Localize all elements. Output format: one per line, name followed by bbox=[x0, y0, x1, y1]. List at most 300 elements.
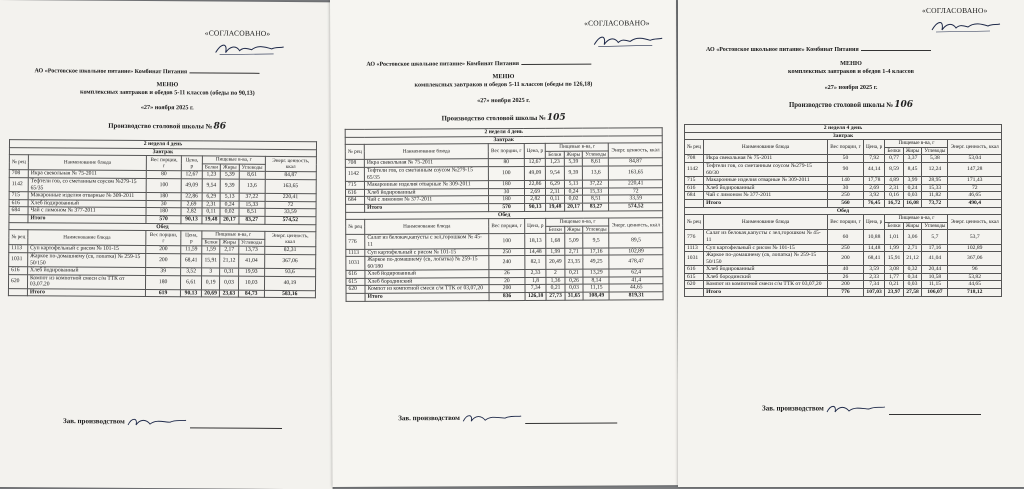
cell-rec: 1142 bbox=[9, 178, 28, 192]
cell-price: 2,69 bbox=[181, 201, 202, 209]
cell-dish: Макаронные изделия отварные № 309-2011 bbox=[28, 192, 146, 200]
header-price: Цена, р bbox=[181, 156, 202, 171]
cell-carbs: 10,58 bbox=[922, 273, 948, 281]
cell-energy: 574,52 bbox=[609, 203, 663, 211]
table-header-row bbox=[685, 140, 1002, 148]
cell-weight: 836 bbox=[489, 293, 525, 301]
cell-weight: 60 bbox=[828, 230, 864, 244]
breakfast-section-label: Завтрак bbox=[9, 147, 316, 157]
cell-dish: Суп картофельный с рисом № 101-15 bbox=[28, 245, 146, 253]
cell-weight: 180 bbox=[489, 181, 525, 189]
cell-dish: Хлеб йодированный bbox=[28, 199, 146, 207]
cell-dish: Хлеб йодированный bbox=[704, 184, 828, 192]
cell-protein: 15,91 bbox=[202, 254, 220, 268]
header-energy: Энерг. ценность, ккал bbox=[609, 218, 663, 233]
cell-energy: 102,89 bbox=[948, 244, 1002, 252]
header-fat: Жиры bbox=[564, 226, 583, 234]
cell-rec bbox=[9, 215, 28, 223]
cell-rec: 715 bbox=[685, 177, 704, 185]
cell-rec: 1113 bbox=[685, 244, 704, 252]
cell-carbs: 83,27 bbox=[239, 216, 265, 224]
cell-price: 2,82 bbox=[524, 196, 546, 204]
header-nutrients: Пищевые в-ва, г bbox=[202, 231, 265, 239]
cell-energy: 102,89 bbox=[609, 247, 663, 255]
cell-dish: Икра свекольная № 75-2011 bbox=[704, 155, 828, 163]
signature-icon bbox=[825, 403, 887, 415]
school-line: Производство столовой школы №105 bbox=[441, 112, 566, 123]
cell-carbs: 20,44 bbox=[922, 266, 948, 274]
header-carbs: Углеводы bbox=[583, 226, 609, 234]
cell-rec: 708 bbox=[345, 160, 364, 168]
cell-dish: Итого bbox=[704, 289, 828, 297]
cell-dish: Хлеб йодированный bbox=[365, 188, 489, 196]
cell-protein: 16,72 bbox=[885, 199, 903, 207]
cell-protein: 2,31 bbox=[546, 188, 564, 196]
cell-weight: 100 bbox=[146, 178, 181, 192]
header-protein: Белки bbox=[202, 239, 220, 247]
menu-sheet-3 bbox=[678, 0, 1024, 487]
cell-weight: 776 bbox=[828, 289, 864, 297]
header-fat: Жиры bbox=[220, 239, 239, 247]
cell-protein: 15,91 bbox=[885, 252, 903, 266]
cell-fat: 2,71 bbox=[903, 244, 922, 252]
header-weight: Вес порции, г bbox=[147, 156, 182, 171]
header-weight: Вес порции, г bbox=[828, 140, 864, 155]
cell-weight: 140 bbox=[828, 177, 864, 185]
week-label: 2 неделя 4 день bbox=[345, 128, 662, 137]
table-header-row bbox=[346, 218, 663, 227]
cell-protein: 20,49 bbox=[546, 255, 564, 269]
cell-weight: 240 bbox=[489, 256, 525, 270]
cell-weight: 200 bbox=[828, 252, 864, 266]
cell-protein: 9,54 bbox=[546, 166, 564, 180]
cell-fat: 0,34 bbox=[903, 273, 922, 281]
cell-protein: 19,48 bbox=[546, 203, 564, 211]
cell-price: 2,33 bbox=[863, 273, 885, 281]
header-name: Наименование блюда bbox=[704, 140, 828, 155]
cell-protein: 0,11 bbox=[546, 196, 564, 204]
cell-carbs: 108,49 bbox=[583, 292, 609, 300]
cell-energy: 44,65 bbox=[609, 284, 663, 292]
cell-rec: 616 bbox=[685, 184, 704, 192]
cell-price: 10,88 bbox=[863, 230, 885, 244]
cell-price: 2,82 bbox=[181, 208, 202, 216]
cell-dish: Суп картофельный с рисом № 101-15 bbox=[365, 248, 489, 256]
cell-price: 44,14 bbox=[863, 162, 885, 176]
cell-weight: 619 bbox=[146, 289, 181, 297]
cell-price: 49,09 bbox=[181, 179, 202, 193]
cell-rec bbox=[346, 293, 365, 301]
cell-energy: 84,87 bbox=[609, 158, 663, 166]
cell-fat: 31,65 bbox=[565, 292, 584, 300]
cell-price: 12,67 bbox=[181, 171, 202, 179]
cell-energy: 72 bbox=[265, 201, 316, 209]
footer-signature-line: Зав. производством bbox=[762, 403, 981, 415]
header-weight: Вес порции, г bbox=[828, 215, 864, 230]
menu-sheet-2 bbox=[330, 0, 679, 487]
header-rec: № рец bbox=[685, 215, 704, 230]
header-energy: Энерг. ценность, ккал bbox=[265, 157, 316, 173]
cell-price: 90,13 bbox=[524, 203, 546, 211]
cell-dish: Чай с лимоном № 377-2011 bbox=[704, 192, 828, 200]
table-header-row bbox=[685, 215, 1002, 223]
cell-protein: 0,19 bbox=[202, 276, 220, 290]
cell-energy: 220,41 bbox=[265, 194, 316, 202]
cell-price: 18,13 bbox=[525, 234, 547, 248]
cell-fat: 3,99 bbox=[903, 177, 922, 185]
cell-price: 82,1 bbox=[525, 255, 547, 269]
lunch-total-row bbox=[685, 289, 1002, 297]
header-nutrients: Пищевые в-ва, г bbox=[546, 143, 609, 151]
cell-energy: 53,7 bbox=[948, 230, 1002, 244]
cell-dish: Компот из компотной смеси с/м ТТК от 03,07,20 bbox=[704, 281, 828, 289]
cell-price: 14,48 bbox=[863, 244, 885, 252]
header-carbs: Углеводы bbox=[239, 239, 265, 247]
header-price: Цена, р bbox=[863, 140, 885, 155]
cell-price: 49,09 bbox=[524, 166, 546, 180]
cell-weight: 200 bbox=[489, 285, 525, 293]
header-protein: Белки bbox=[546, 151, 564, 159]
cell-weight: 100 bbox=[489, 234, 525, 248]
organization-name: АО «Ростовское школьное питание» Комбинат Питания bbox=[366, 59, 591, 68]
menu-table bbox=[345, 127, 664, 301]
cell-protein: 1,68 bbox=[546, 234, 564, 248]
menu-table bbox=[684, 124, 1002, 297]
cell-protein: 2,31 bbox=[202, 201, 220, 209]
cell-protein: 27,73 bbox=[546, 292, 564, 300]
cell-fat: 21,12 bbox=[220, 254, 239, 268]
header-protein: Белки bbox=[202, 164, 220, 172]
header-energy: Энерг. ценность, ккал bbox=[948, 140, 1002, 155]
cell-fat: 27,58 bbox=[903, 289, 922, 297]
cell-fat: 20,17 bbox=[564, 203, 583, 211]
cell-price: 76,45 bbox=[863, 199, 885, 207]
cell-carbs: 37,22 bbox=[239, 193, 265, 201]
cell-carbs: 41,04 bbox=[238, 254, 264, 268]
school-line: Производство столовой школы №106 bbox=[788, 100, 914, 110]
cell-fat: 5,39 bbox=[564, 159, 583, 167]
menu-date: «27» ноября 2025 г. bbox=[140, 103, 194, 112]
cell-energy: 220,41 bbox=[609, 180, 663, 188]
cell-protein: 1,99 bbox=[546, 248, 564, 256]
header-rec: № рец bbox=[345, 145, 364, 160]
cell-price: 17,78 bbox=[863, 177, 885, 185]
cell-dish: Итого bbox=[365, 293, 489, 301]
cell-protein: 1,77 bbox=[885, 273, 903, 281]
cell-dish: Икра свекольная № 75-2011 bbox=[364, 159, 488, 167]
lunch-total-row bbox=[346, 292, 663, 301]
cell-fat: 5,09 bbox=[564, 233, 583, 247]
cell-energy: 147,28 bbox=[948, 162, 1002, 176]
header-rec: № рец bbox=[9, 230, 28, 245]
signature-icon bbox=[930, 18, 1002, 34]
menu-subtitle: комплексных завтраков и обедов 1-4 классов bbox=[788, 68, 914, 75]
cell-protein: 1,01 bbox=[885, 230, 903, 244]
cell-carbs: 13,29 bbox=[583, 269, 609, 277]
school-line: Производство столовой школы №86 bbox=[108, 121, 227, 132]
cell-fat: 20,17 bbox=[220, 216, 239, 224]
header-nutrients: Пищевые в-ва, г bbox=[885, 140, 948, 148]
lunch-total-row bbox=[8, 288, 315, 298]
table-row bbox=[685, 162, 1002, 176]
cell-fat: 0,21 bbox=[565, 269, 584, 277]
cell-energy: 72 bbox=[609, 188, 663, 196]
menu-title: МЕНЮ bbox=[492, 73, 515, 81]
header-energy: Энерг. ценность, ккал bbox=[948, 215, 1002, 230]
cell-dish: Хлеб йодированный bbox=[704, 266, 828, 274]
cell-dish: Хлеб йодированный bbox=[28, 267, 146, 275]
signature-icon bbox=[127, 416, 189, 428]
cell-energy: 367,06 bbox=[948, 252, 1002, 266]
menu-date: «27» ноября 2025 г. bbox=[477, 96, 530, 105]
cell-fat: 3,37 bbox=[903, 155, 922, 163]
cell-fat: 16,08 bbox=[903, 199, 922, 207]
table-row bbox=[685, 184, 1002, 192]
cell-energy: 171,43 bbox=[948, 177, 1002, 185]
cell-dish: Жаркое по-домашнему (св, лопатка) № 259-15 60/180 bbox=[365, 256, 489, 271]
cell-energy: 82,31 bbox=[264, 247, 315, 255]
table-header-row bbox=[345, 143, 662, 152]
cell-rec bbox=[8, 288, 27, 296]
cell-fat: 2,17 bbox=[220, 246, 239, 254]
table-row bbox=[685, 266, 1002, 274]
cell-protein: 1,59 bbox=[202, 246, 220, 254]
table-row bbox=[685, 273, 1002, 281]
header-fat: Жиры bbox=[564, 151, 583, 159]
cell-energy: 478,47 bbox=[609, 255, 663, 269]
cell-carbs: 106,07 bbox=[922, 289, 948, 297]
cell-price: 7,34 bbox=[525, 285, 547, 293]
cell-energy: 93,6 bbox=[264, 268, 315, 276]
cell-energy: 96 bbox=[948, 266, 1002, 274]
cell-price: 1,8 bbox=[525, 277, 547, 285]
cell-energy: 40,19 bbox=[264, 276, 315, 291]
school-number: 105 bbox=[546, 112, 566, 123]
cell-carbs: 5,38 bbox=[922, 155, 948, 163]
approved-label: «СОГЛАСОВАНО» bbox=[922, 6, 988, 15]
cell-protein: 9,54 bbox=[202, 179, 220, 193]
cell-rec: 620 bbox=[8, 274, 27, 288]
school-number: 86 bbox=[213, 121, 227, 132]
cell-dish: Хлеб бородинский bbox=[704, 273, 828, 281]
header-rec: № рец bbox=[685, 140, 704, 155]
cell-rec: 616 bbox=[9, 267, 28, 275]
cell-carbs: 49,25 bbox=[583, 255, 609, 269]
cell-price: 68,41 bbox=[863, 252, 885, 266]
cell-price: 2,69 bbox=[863, 184, 885, 192]
cell-weight: 570 bbox=[146, 215, 181, 223]
menu-subtitle: комплексных завтраков и обедов 5-11 классов (обеды по 126,18) bbox=[414, 80, 593, 89]
cell-rec: 684 bbox=[9, 207, 28, 215]
cell-protein: 23,97 bbox=[885, 289, 903, 297]
header-name: Наименование блюда bbox=[28, 155, 146, 171]
cell-energy: 33,59 bbox=[265, 209, 316, 217]
cell-weight: 80 bbox=[147, 171, 182, 179]
header-nutrients: Пищевые в-ва, г bbox=[885, 215, 948, 223]
cell-energy: 89,5 bbox=[609, 233, 663, 247]
breakfast-section-label: Завтрак bbox=[345, 135, 662, 144]
cell-rec: 715 bbox=[9, 192, 28, 200]
cell-price: 7,92 bbox=[863, 155, 885, 163]
header-name: Наименование блюда bbox=[365, 219, 489, 235]
signature-icon bbox=[592, 32, 664, 48]
cell-protein: 0,21 bbox=[885, 281, 903, 289]
cell-carbs: 28,95 bbox=[922, 177, 948, 185]
cell-fat: 0,02 bbox=[220, 208, 239, 216]
cell-protein: 3 bbox=[202, 268, 220, 276]
cell-weight: 40 bbox=[828, 266, 864, 274]
lunch-section-label: Обед bbox=[9, 222, 316, 232]
cell-weight: 570 bbox=[489, 203, 525, 211]
cell-rec: 1142 bbox=[345, 167, 364, 181]
cell-rec bbox=[346, 204, 365, 212]
cell-carbs: 15,33 bbox=[239, 201, 265, 209]
cell-weight: 30 bbox=[146, 200, 181, 208]
organization-name: АО «Ростовское школьное питание» Комбинат Питания bbox=[706, 45, 931, 53]
cell-dish: Тефтели гов, со сметанным соусом №279-15 65/35 bbox=[28, 178, 146, 193]
header-rec: № рец bbox=[346, 219, 365, 234]
cell-rec: 615 bbox=[346, 278, 365, 286]
cell-protein: 4,89 bbox=[885, 177, 903, 185]
cell-carbs: 17,16 bbox=[583, 248, 609, 256]
cell-protein: 2 bbox=[546, 270, 564, 278]
header-fat: Жиры bbox=[903, 222, 922, 230]
breakfast-total-row bbox=[685, 199, 1002, 207]
breakfast-section bbox=[685, 132, 1002, 140]
cell-carbs: 84,73 bbox=[238, 290, 264, 298]
cell-protein: 6,29 bbox=[202, 193, 220, 201]
cell-fat: 2,71 bbox=[564, 248, 583, 256]
cell-weight: 180 bbox=[146, 275, 181, 289]
cell-energy: 33,59 bbox=[609, 195, 663, 203]
header-name: Наименование блюда bbox=[28, 230, 146, 246]
cell-energy: 163,65 bbox=[609, 166, 663, 180]
lunch-section bbox=[685, 207, 1002, 215]
cell-fat: 5,13 bbox=[220, 193, 239, 201]
header-price: Цена, р bbox=[525, 218, 547, 233]
cell-price: 90,13 bbox=[181, 216, 202, 224]
cell-energy: 62,4 bbox=[609, 269, 663, 277]
menu-title: МЕНЮ bbox=[840, 60, 862, 67]
cell-protein: 0,11 bbox=[202, 208, 220, 216]
cell-carbs: 13,6 bbox=[583, 166, 609, 180]
signature-icon bbox=[214, 40, 286, 57]
cell-rec: 1113 bbox=[346, 249, 365, 257]
cell-dish: Итого bbox=[28, 215, 146, 223]
cell-weight: 250 bbox=[828, 244, 864, 252]
cell-dish: Итого bbox=[704, 199, 828, 207]
cell-carbs: 8,61 bbox=[239, 172, 265, 180]
header-energy: Энерг. ценность, ккал bbox=[609, 143, 663, 158]
cell-rec: 715 bbox=[345, 181, 364, 189]
cell-carbs: 10,03 bbox=[238, 276, 264, 290]
cell-price: 90,13 bbox=[180, 290, 201, 298]
header-protein: Белки bbox=[885, 222, 903, 230]
approved-label: «СОГЛАСОВАНО» bbox=[584, 18, 650, 28]
cell-rec: 708 bbox=[9, 170, 28, 178]
school-number: 106 bbox=[894, 100, 914, 110]
cell-protein: 6,29 bbox=[546, 180, 564, 188]
cell-weight: 26 bbox=[828, 273, 864, 281]
cell-protein: 0,77 bbox=[885, 155, 903, 163]
cell-price: 11,59 bbox=[181, 246, 202, 254]
cell-fat: 0,31 bbox=[220, 268, 239, 276]
cell-carbs: 12,24 bbox=[922, 162, 948, 176]
cell-energy: 819,31 bbox=[610, 292, 664, 300]
cell-rec: 1031 bbox=[9, 252, 28, 266]
cell-weight: 250 bbox=[828, 192, 864, 200]
cell-protein: 1,23 bbox=[202, 171, 220, 179]
cell-energy: 574,52 bbox=[265, 216, 316, 224]
cell-protein: 20,69 bbox=[201, 290, 219, 298]
cell-carbs: 13,73 bbox=[238, 246, 264, 254]
cell-carbs: 73,72 bbox=[922, 199, 948, 207]
cell-price: 22,86 bbox=[524, 181, 546, 189]
cell-fat: 23,63 bbox=[220, 290, 239, 298]
header-nutrients: Пищевые в-ва, г bbox=[202, 156, 265, 164]
cell-fat: 0,26 bbox=[565, 277, 584, 285]
cell-energy: 72 bbox=[948, 184, 1002, 192]
cell-fat: 0,03 bbox=[903, 192, 922, 200]
header-weight: Вес порции, г bbox=[489, 219, 525, 234]
cell-rec: 776 bbox=[685, 230, 704, 244]
cell-rec: 1031 bbox=[346, 256, 365, 270]
menu-table bbox=[8, 139, 317, 299]
cell-fat: 9,39 bbox=[220, 179, 239, 193]
cell-weight: 20 bbox=[489, 277, 525, 285]
header-weight: Вес порции, г bbox=[488, 144, 524, 159]
cell-weight: 200 bbox=[146, 246, 181, 254]
table-header-row bbox=[9, 230, 316, 240]
table-header-row bbox=[9, 155, 316, 165]
cell-carbs: 8,51 bbox=[583, 195, 609, 203]
table-row bbox=[685, 252, 1002, 266]
cell-dish: Жаркое по-домашнему (св, лопатка) № 259-15 50/150 bbox=[704, 252, 828, 266]
cell-price: 3,59 bbox=[863, 266, 885, 274]
header-fat: Жиры bbox=[221, 164, 240, 172]
week-row bbox=[685, 125, 1002, 133]
cell-carbs: 41,04 bbox=[922, 252, 948, 266]
cell-carbs: 15,33 bbox=[583, 188, 609, 196]
cell-dish: Итого bbox=[365, 204, 489, 212]
cell-carbs: 19,93 bbox=[238, 268, 264, 276]
cell-weight: 250 bbox=[489, 248, 525, 256]
header-fat: Жиры bbox=[903, 147, 922, 155]
cell-weight: 90 bbox=[828, 162, 864, 176]
table-row bbox=[685, 155, 1002, 163]
header-nutrients: Пищевые в-ва, г bbox=[546, 218, 609, 226]
cell-energy: 53,82 bbox=[948, 273, 1002, 281]
cell-dish: Макаронные изделия отварные № 309-2011 bbox=[704, 177, 828, 185]
cell-rec: 1113 bbox=[9, 245, 28, 253]
cell-dish: Чай с лимоном № 377-2011 bbox=[28, 207, 146, 215]
cell-carbs: 83,27 bbox=[583, 203, 609, 211]
cell-weight: 50 bbox=[828, 155, 864, 163]
cell-rec: 1142 bbox=[685, 162, 704, 176]
cell-price: 2,33 bbox=[525, 270, 547, 278]
header-weight: Вес порции, г bbox=[146, 231, 181, 246]
footer-signature-line: Зав. производством bbox=[398, 412, 617, 425]
header-price: Цена, р bbox=[524, 144, 546, 159]
cell-fat: 5,13 bbox=[564, 180, 583, 188]
cell-energy: 46,65 bbox=[948, 192, 1002, 200]
cell-carbs: 8,14 bbox=[583, 277, 609, 285]
table-row bbox=[685, 230, 1002, 244]
cell-fat: 3,06 bbox=[903, 230, 922, 244]
cell-dish: Салат из белокач,капусты с зел,горошком № 45-11 bbox=[704, 230, 828, 244]
cell-carbs: 8,51 bbox=[239, 209, 265, 217]
cell-rec: 620 bbox=[685, 281, 704, 289]
